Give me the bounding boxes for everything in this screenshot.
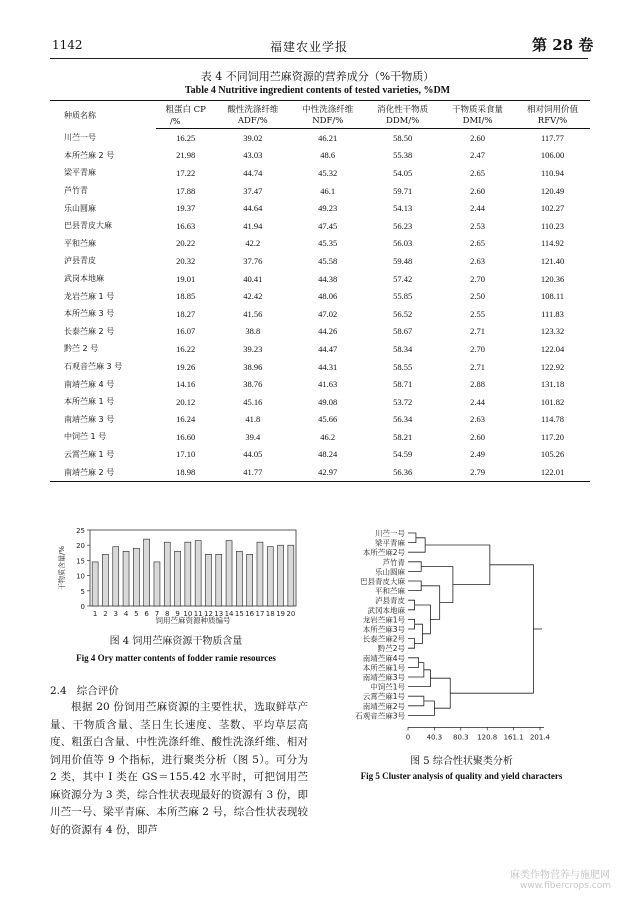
value-cell: 59.48 (393, 255, 413, 266)
value-cell: 2.55 (470, 308, 485, 319)
value-cell: 2.70 (470, 343, 485, 354)
value-cell: 2.60 (470, 185, 485, 196)
value-cell: 44.47 (318, 343, 338, 354)
value-cell: 38.96 (243, 361, 263, 372)
value-cell: 37.76 (243, 255, 263, 266)
table-row (50, 199, 590, 217)
table-unit-cell: /% (156, 115, 215, 129)
value-cell: 45.32 (318, 167, 338, 178)
dendrogram-leaf-label: 梁平青麻 (375, 538, 405, 548)
bar (154, 562, 160, 606)
value-cell: 2.47 (470, 150, 485, 161)
table-row (50, 252, 590, 270)
x-tick-label: 13 (214, 610, 224, 618)
variety-name-cell: 本所苎麻 3 号 (64, 309, 115, 319)
value-cell: 41.56 (243, 308, 263, 319)
table-unit-cell: DDM/% (365, 115, 440, 129)
value-cell: 54.13 (393, 203, 413, 214)
section-heading (50, 683, 119, 698)
value-cell: 56.34 (393, 414, 413, 425)
journal-name: 福建农业学报 (270, 40, 349, 54)
page-number: 1142 (52, 38, 83, 52)
value-cell: 20.22 (176, 238, 196, 249)
value-cell: 2.88 (470, 379, 485, 390)
variety-name-cell: 南靖苎麻 3 号 (64, 414, 115, 424)
variety-name-cell: 黔苎 2 号 (64, 344, 99, 354)
value-cell: 2.60 (470, 431, 485, 442)
value-cell: 44.64 (243, 203, 263, 214)
value-cell: 48.24 (318, 449, 338, 460)
value-cell: 19.01 (176, 273, 196, 284)
value-cell: 46.2 (320, 431, 336, 442)
table-row (50, 147, 590, 165)
dendrogram-branch (408, 581, 421, 591)
table-row (50, 305, 590, 323)
value-cell: 102.27 (540, 203, 565, 214)
value-cell: 2.50 (470, 291, 485, 302)
table-row (50, 340, 590, 358)
y-tick-label: 5 (80, 587, 85, 596)
value-cell: 39.02 (243, 132, 263, 143)
bar (185, 542, 191, 606)
variety-name-cell: 南靖苎麻 4 号 (64, 379, 115, 389)
table-header-cell: 干物质采食量 (440, 101, 515, 116)
value-cell: 37.47 (243, 185, 263, 196)
bar (267, 547, 273, 606)
table-unit-cell: RFV/% (515, 115, 590, 129)
table-caption-zh: 表 4 不同饲用苎麻资源的营养成分（%干物质） (200, 70, 435, 83)
value-cell: 44.74 (243, 167, 263, 178)
value-cell: 53.72 (393, 396, 413, 407)
table-row (50, 375, 590, 393)
value-cell: 45.35 (318, 238, 338, 249)
dendrogram-branch (408, 562, 421, 572)
value-cell: 39.4 (245, 431, 261, 442)
value-cell: 55.85 (393, 291, 413, 302)
dendrogram-leaf-label: 武冈本地麻 (367, 605, 405, 615)
bar (257, 542, 263, 606)
bar (247, 554, 253, 606)
table-row (50, 463, 590, 481)
value-cell: 16.63 (176, 220, 196, 231)
variety-name-cell: 武岗本地麻 (64, 274, 104, 284)
value-cell: 114.78 (540, 414, 565, 425)
figure5-caption-zh: 图 5 综合性状聚类分析 (410, 756, 513, 767)
variety-name-cell: 巴县青皮大麻 (64, 221, 112, 231)
value-cell: 2.44 (470, 396, 485, 407)
table-row (50, 287, 590, 305)
value-cell: 55.38 (393, 150, 413, 161)
dendrogram-leaf-label: 云霄苎麻1号 (362, 692, 405, 702)
value-cell: 14.16 (176, 379, 196, 390)
value-cell: 49.08 (318, 396, 338, 407)
dendrogram-branch (408, 701, 434, 715)
watermark-url: www.fibercrops.com (520, 881, 611, 891)
value-cell: 16.25 (176, 132, 196, 143)
value-cell: 42.2 (245, 238, 261, 249)
value-cell: 19.37 (176, 203, 196, 214)
value-cell: 58.21 (393, 431, 413, 442)
x-tick-label: 11 (193, 610, 203, 618)
variety-name-cell: 梁平青麻 (64, 168, 96, 178)
table-unit-cell: ADF/% (215, 115, 290, 129)
table-row (50, 446, 590, 464)
dendrogram-leaf-label: 龙岩苎麻1号 (362, 615, 405, 625)
value-cell: 101.82 (540, 396, 565, 407)
table-row (50, 182, 590, 200)
bar (205, 554, 211, 606)
value-cell: 19.26 (176, 361, 196, 372)
x-tick-label: 2 (103, 610, 108, 618)
dendrogram-leaf-label: 中饲苎1号 (370, 682, 405, 692)
value-cell: 18.27 (176, 308, 196, 319)
value-cell: 120.49 (540, 185, 565, 196)
value-cell: 54.05 (393, 167, 413, 178)
table-row (50, 358, 590, 376)
value-cell: 58.67 (393, 326, 413, 337)
table-header-cell: 相对饲用价值 (515, 101, 590, 116)
bar (195, 541, 201, 606)
y-tick-label: 25 (76, 527, 85, 535)
dendrogram-branch (408, 538, 425, 552)
x-tick-label: 17 (255, 610, 265, 618)
value-cell: 122.01 (515, 463, 590, 481)
bar (175, 551, 181, 606)
dendrogram-branch (408, 533, 416, 543)
x-tick-label: 16 (245, 610, 255, 618)
x-tick-label: 19 (276, 610, 286, 618)
value-cell: 17.88 (176, 185, 196, 196)
table-row (50, 323, 590, 341)
bar (226, 541, 232, 606)
bar (278, 545, 284, 606)
y-tick-label: 0 (80, 603, 85, 611)
y-tick-label: 20 (76, 542, 85, 551)
variety-name-cell: 平和苎麻 (64, 238, 96, 248)
value-cell: 41.94 (243, 220, 263, 231)
x-tick-label: 4 (123, 610, 129, 618)
value-cell: 56.23 (393, 220, 413, 231)
value-cell: 43.03 (243, 150, 263, 161)
value-cell: 56.03 (393, 238, 413, 249)
value-cell: 41.8 (245, 414, 261, 425)
dendrogram-branch (430, 678, 450, 708)
table-row (50, 235, 590, 253)
value-cell: 2.44 (470, 203, 485, 214)
figure4-caption-en: Fig 4 Ory matter contents of fodder ramie resources (76, 653, 276, 663)
variety-name-cell: 川苎一号 (64, 133, 96, 143)
value-cell: 117.77 (540, 132, 565, 143)
dendrogram-branch (408, 619, 415, 629)
value-cell: 122.92 (540, 361, 565, 372)
value-cell: 56.52 (393, 308, 413, 319)
value-cell: 45.16 (243, 396, 263, 407)
value-cell: 121.40 (540, 255, 565, 266)
value-cell: 17.22 (176, 167, 196, 178)
x-tick-label: 18 (265, 610, 275, 618)
value-cell: 58.34 (393, 343, 413, 354)
variety-name-cell: 长泰苎麻 2 号 (64, 326, 115, 336)
dendrogram-leaf-label: 泸县青皮 (375, 596, 405, 606)
bar (123, 551, 129, 606)
value-cell: 57.42 (393, 273, 413, 284)
dendrogram-branch (408, 696, 424, 706)
value-cell: 122.04 (540, 343, 565, 354)
value-cell: 2.63 (470, 255, 485, 266)
x-tick-label: 8 (165, 610, 170, 618)
value-cell: 54.59 (393, 449, 413, 460)
variety-name-cell: 本所苎麻 1 号 (64, 397, 115, 407)
value-cell: 44.26 (318, 326, 338, 337)
variety-name-cell: 芦竹青 (64, 186, 88, 196)
table-header-cell: 粗蛋白 CP (156, 101, 215, 116)
table-row (50, 411, 590, 429)
value-cell: 58.50 (393, 132, 413, 143)
dendrogram-leaf-label: 本所苎麻3号 (362, 625, 405, 634)
dendrogram-branch (408, 670, 430, 687)
table-caption-en: Table 4 Nutritive ingredient contents of tested varieties, %DM (184, 85, 451, 96)
value-cell: 42.42 (243, 291, 263, 302)
value-cell: 38.8 (245, 326, 261, 337)
value-cell: 2.49 (470, 449, 485, 460)
value-cell: 44.38 (318, 273, 338, 284)
table-header-cell: 种质名称 (50, 101, 156, 129)
dendrogram-leaf-label: 长泰苎麻2号 (362, 634, 405, 644)
x-tick-label: 12 (203, 610, 213, 618)
value-cell: 18.85 (176, 291, 196, 302)
volume-label: 第 28 卷 (532, 36, 594, 54)
value-cell: 2.79 (440, 463, 515, 481)
table-row (50, 129, 590, 147)
dendrogram-branch (425, 545, 490, 585)
x-tick-label: 1 (92, 610, 98, 618)
x-tick-label: 10 (183, 610, 193, 618)
x-axis-label: 饲用苎麻资源种质编号 (155, 616, 231, 625)
y-axis-label: 干物质含量/% (58, 545, 66, 591)
bar (102, 554, 108, 606)
dendrogram-leaf-label: 石观音苎麻3号 (355, 711, 405, 721)
value-cell: 16.07 (176, 326, 196, 337)
variety-name-cell: 本所苎麻 2 号 (64, 150, 115, 160)
bar (92, 562, 98, 606)
x-tick-label: 7 (154, 610, 160, 618)
value-cell: 59.71 (393, 185, 413, 196)
value-cell: 48.06 (318, 291, 338, 302)
dendrogram-leaf-label: 乐山圆麻 (375, 567, 405, 577)
table-row (50, 393, 590, 411)
value-cell: 47.45 (318, 220, 338, 231)
value-cell: 49.23 (318, 203, 338, 214)
value-cell: 131.18 (540, 379, 565, 390)
variety-name-cell: 石观音苎麻 3 号 (64, 362, 123, 372)
value-cell: 2.65 (470, 238, 485, 249)
value-cell: 58.55 (393, 361, 413, 372)
distance-tick-label: 80.3 (453, 733, 469, 742)
value-cell: 46.1 (320, 185, 336, 196)
value-cell: 111.83 (541, 308, 564, 319)
value-cell: 110.23 (540, 220, 565, 231)
value-cell: 21.98 (176, 150, 196, 161)
dendrogram-branch (450, 565, 533, 693)
table-row (50, 270, 590, 288)
table-header-cell: 中性洗涤纤维 (290, 101, 365, 116)
x-tick-label: 3 (113, 610, 118, 618)
value-cell: 108.11 (540, 291, 565, 302)
table-row (50, 217, 590, 235)
variety-name-cell: 南靖苎麻 2 号 (50, 463, 156, 481)
value-cell: 41.77 (215, 463, 290, 481)
y-tick-label: 15 (76, 557, 85, 566)
variety-name-cell: 泸县青皮 (64, 256, 96, 266)
table-unit-cell: NDF/% (290, 115, 365, 129)
dendrogram-branch (408, 600, 415, 610)
value-cell: 46.21 (318, 132, 338, 143)
value-cell: 105.26 (540, 449, 565, 460)
value-cell: 110.94 (540, 167, 565, 178)
variety-name-cell: 乐山圆麻 (64, 203, 96, 213)
table-row (50, 428, 590, 446)
plot-frame (90, 530, 296, 606)
value-cell: 16.60 (176, 431, 196, 442)
section-number: 2.4 (50, 685, 67, 697)
x-tick-label: 9 (175, 610, 180, 618)
value-cell: 38.76 (243, 379, 263, 390)
value-cell: 2.60 (470, 132, 485, 143)
dendrogram-leaf-label: 本所苎麻2号 (362, 548, 405, 558)
y-tick-label: 10 (76, 572, 85, 581)
dendrogram-leaf-label: 平和苎麻 (375, 586, 405, 596)
header-rule (50, 58, 588, 59)
value-cell: 40.41 (243, 273, 263, 284)
distance-tick-label: 201.4 (529, 733, 551, 742)
bar (113, 547, 119, 606)
value-cell: 44.05 (243, 449, 263, 460)
cluster-dendrogram (330, 525, 593, 747)
table-row (50, 164, 590, 182)
figure4-caption-zh: 图 4 饲用苎麻资源干物质含量 (109, 636, 243, 647)
value-cell: 18.98 (156, 463, 215, 481)
distance-tick-label: 40.3 (426, 733, 443, 742)
value-cell: 58.71 (393, 379, 413, 390)
bar (288, 545, 294, 606)
dendrogram-leaf-label: 川苎一号 (375, 529, 405, 538)
x-tick-label: 15 (234, 610, 244, 618)
value-cell: 114.92 (540, 238, 565, 249)
dendrogram-branch (408, 658, 419, 668)
value-cell: 117.20 (540, 431, 565, 442)
value-cell: 47.02 (318, 308, 338, 319)
value-cell: 2.63 (470, 414, 485, 425)
variety-name-cell: 中饲苎 1 号 (64, 432, 107, 442)
dendrogram-leaf-label: 南靖苎麻3号 (362, 673, 405, 682)
variety-name-cell: 云霄苎麻 1 号 (64, 449, 115, 459)
dendrogram-branch (421, 567, 453, 603)
dendrogram-leaf-label: 南靖苎麻4号 (362, 653, 405, 663)
value-cell: 16.22 (176, 343, 196, 354)
dendrogram-branch (415, 624, 423, 643)
dendrogram-branch (408, 639, 415, 649)
value-cell: 106.00 (540, 150, 565, 161)
value-cell: 42.97 (290, 463, 365, 481)
distance-tick-label: 161.1 (503, 733, 524, 742)
distance-tick-label: 120.8 (477, 733, 498, 742)
bar (216, 554, 222, 606)
figure5-caption-en: Fig 5 Cluster analysis of quality and yield characters (360, 771, 563, 781)
value-cell: 45.66 (318, 414, 338, 425)
value-cell: 20.32 (176, 255, 196, 266)
dry-matter-bar-chart (50, 522, 302, 627)
dendrogram-branch (408, 663, 424, 677)
value-cell: 16.24 (176, 414, 196, 425)
value-cell: 2.65 (470, 167, 485, 178)
value-cell: 41.63 (318, 379, 338, 390)
value-cell: 120.36 (540, 273, 565, 284)
dendrogram-leaf-label: 本所苎麻1号 (362, 663, 405, 673)
value-cell: 39.23 (243, 343, 263, 354)
value-cell: 20.12 (176, 396, 196, 407)
value-cell: 45.58 (318, 255, 338, 266)
value-cell: 44.31 (318, 361, 338, 372)
dendrogram-leaf-label: 黔苎2号 (377, 644, 405, 654)
value-cell: 2.71 (470, 361, 485, 372)
x-tick-label: 14 (224, 610, 234, 618)
x-tick-label: 5 (134, 610, 139, 618)
body-paragraph: 根据 20 份饲用苎麻资源的主要性状，选取鲜草产量、干物质含量、茎日生长速度、茎数、平均草层高度、粗蛋白含量、中性洗涤纤维、酸性洗涤纤维、相对饲用价值等 9 个指标，进行聚类分析（图 5）。可分为 2 类，其中 I 类在 GS＝155.42 水平时，可把饲用苎麻资源分为 3 类，综合性状表现最好的资源有 3 份，即川苎一号、梁平青麻、本所苎麻 2 号，综合性状表现较好的资源有 4 份，即芦 (50, 701, 308, 836)
x-tick-label: 20 (286, 610, 296, 618)
dendrogram-leaf-label: 芦竹青 (382, 557, 405, 567)
value-cell: 2.70 (470, 273, 485, 284)
variety-name-cell: 龙岩苎麻 1 号 (64, 291, 115, 301)
value-cell: 2.53 (470, 220, 485, 231)
value-cell: 48.6 (320, 150, 336, 161)
table-unit-cell: DMI/% (440, 115, 515, 129)
value-cell: 56.36 (365, 463, 440, 481)
table-header-cell: 酸性洗涤纤维 (215, 101, 290, 116)
bar (133, 548, 139, 606)
nutrition-table (50, 100, 590, 482)
x-tick-label: 6 (144, 610, 149, 618)
bar (236, 551, 242, 606)
watermark-text: 麻类作物营养与施肥网 (510, 870, 610, 881)
value-cell: 17.10 (176, 449, 196, 460)
table-header-cell: 消化性干物质 (365, 101, 440, 116)
bar (164, 542, 170, 606)
dendrogram-leaf-label: 南靖苎麻2号 (362, 701, 405, 711)
distance-tick-label: 0 (405, 733, 411, 742)
bar (144, 539, 150, 606)
section-title: 综合评价 (76, 685, 119, 697)
value-cell: 123.32 (540, 326, 565, 337)
dendrogram-leaf-label: 巴县青皮大麻 (360, 577, 405, 586)
value-cell: 2.71 (470, 326, 485, 337)
